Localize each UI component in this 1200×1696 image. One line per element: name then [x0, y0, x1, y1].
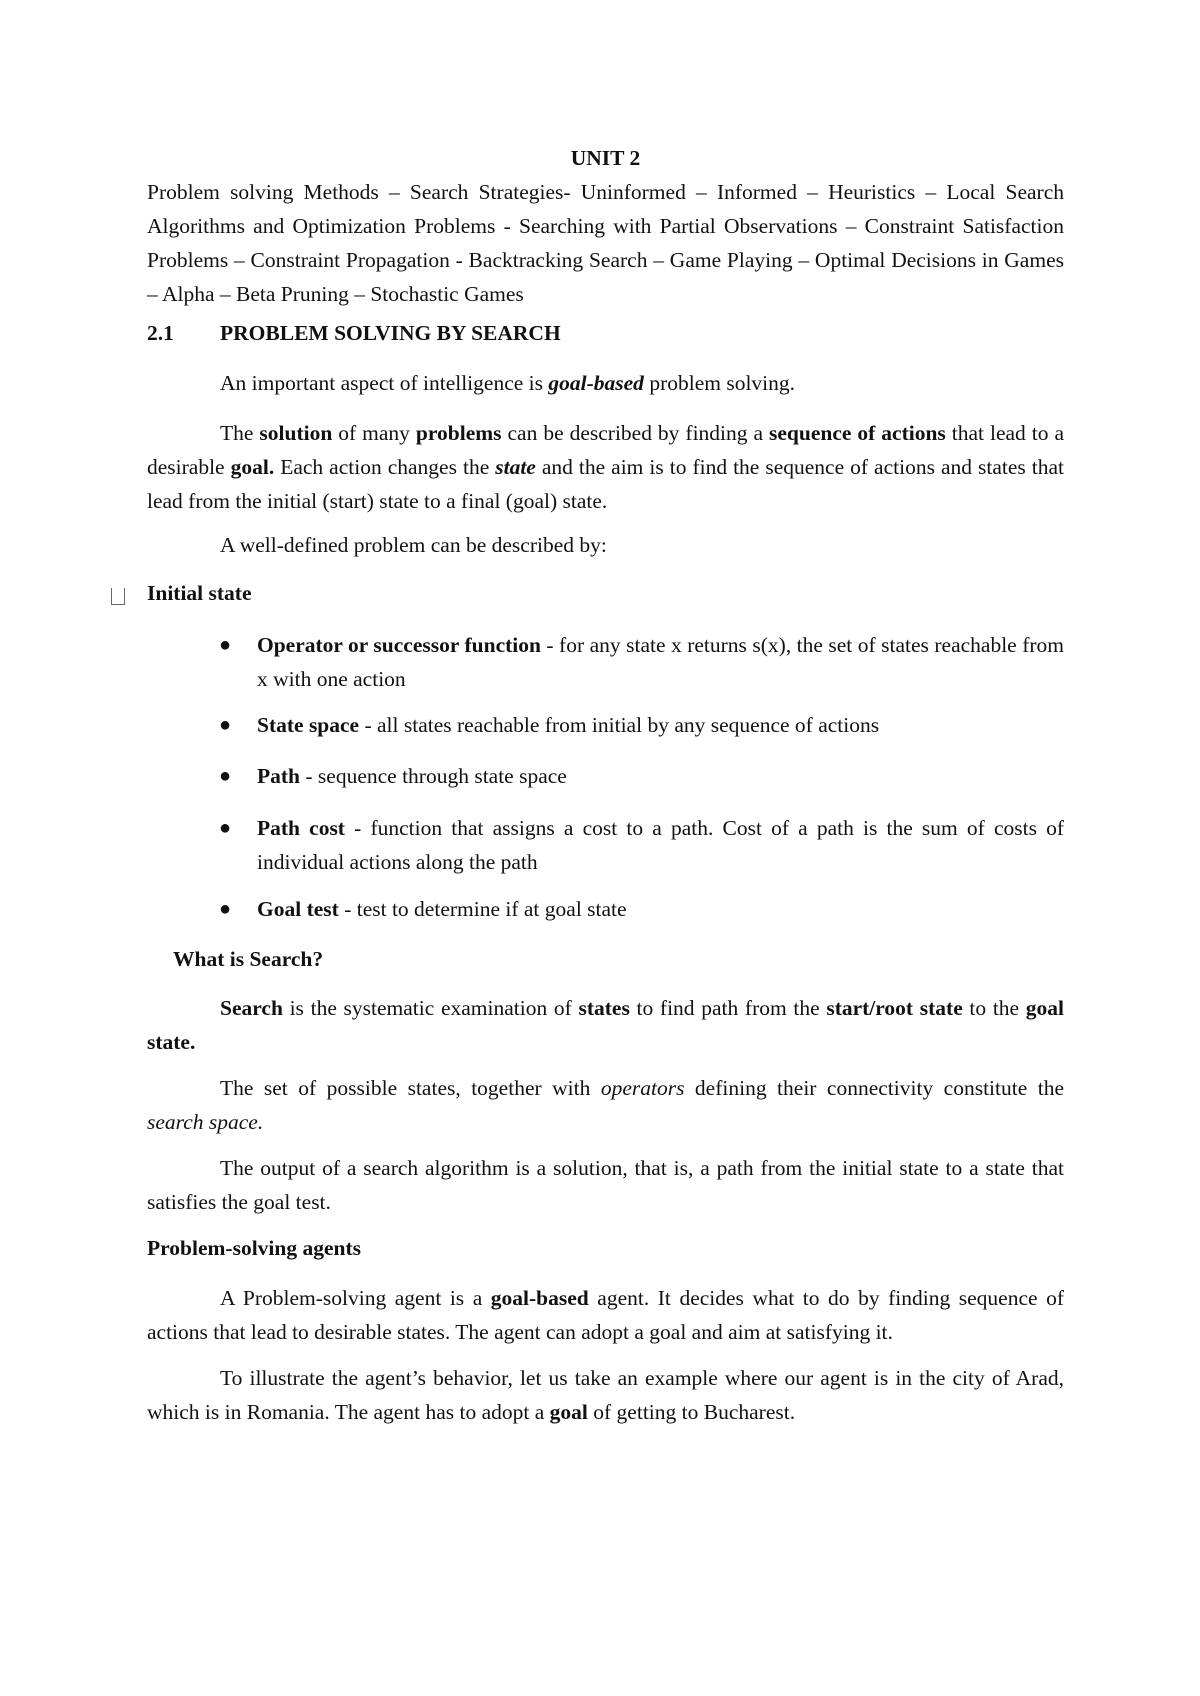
list-text: - all states reachable from initial by any sequence of actions [359, 713, 880, 737]
text-run: of many [332, 421, 416, 445]
list-text: - function that assigns a cost to a path. Cost of a path is the sum of costs of individual actions along the path [257, 816, 1064, 874]
text-run: An important aspect of intelligence is [220, 371, 549, 395]
text-run: and the aim is to find the sequence of actions and states that lead from the initial (start) state to a final (goal) state. [147, 455, 1064, 513]
text-run: The set of possible states, together with [220, 1076, 601, 1100]
list-item [257, 759, 1064, 793]
what-is-search-heading: What is Search? [173, 947, 324, 971]
paragraph-agent [147, 1281, 1064, 1349]
emphasis: start/root state [826, 996, 963, 1020]
emphasis: Search [220, 996, 283, 1020]
emphasis: goal. [230, 455, 275, 479]
paragraph-example [147, 1361, 1064, 1429]
initial-state-heading: Initial state [147, 581, 252, 605]
section-number: 2.1 [147, 321, 174, 345]
paragraph-search [147, 991, 1064, 1059]
paragraph-search-space [147, 1071, 1064, 1139]
syllabus-paragraph: Problem solving Methods – Search Strategies- Uninformed – Informed – Heuristics – Local Search Algorithms and Optimization Problems - Searching with Partial Observations – Constraint Satisfaction Problems – Constraint Propagation - Backtracking Search – Game Playing – Optimal Decisions in Games – Alpha – Beta Pruning – Stochastic Games [147, 180, 1064, 306]
emphasis: search space. [147, 1110, 264, 1134]
bullet-icon: ● [219, 817, 232, 839]
checkbox-glyph-icon [111, 588, 125, 605]
list-term: Path cost [257, 816, 345, 840]
text-run: to find path from the [629, 996, 827, 1020]
emphasis: state [495, 455, 536, 479]
emphasis: sequence of actions [769, 421, 946, 445]
paragraph-solution [147, 416, 1064, 518]
bullet-icon: ● [219, 634, 232, 656]
list-item [257, 892, 1064, 926]
paragraph-output: The output of a search algorithm is a solution, that is, a path from the initial state to a state that satisfies the goal test. [147, 1156, 1064, 1214]
emphasis: goal state. [147, 996, 1064, 1054]
text-run: defining their connectivity constitute the [684, 1076, 1065, 1100]
section-title: PROBLEM SOLVING BY SEARCH [220, 321, 561, 345]
emphasis: goal-based [548, 371, 644, 395]
list-term: Path [257, 764, 300, 788]
list-term: State space [257, 713, 360, 737]
emphasis: solution [259, 421, 333, 445]
emphasis: operators [600, 1076, 685, 1100]
text-run: of getting to Bucharest. [587, 1400, 796, 1424]
list-item [257, 628, 1064, 696]
list-term: Operator or successor function [257, 633, 541, 657]
unit-title: UNIT 2 [570, 146, 641, 170]
bullet-icon: ● [219, 765, 232, 787]
text-run: problem solving. [643, 371, 796, 395]
list-item [257, 811, 1064, 879]
text-run: To illustrate the agent’s behavior, let us take an example where our agent is in the city of Arad, which is in Romania. The agent has to adopt a [147, 1366, 1064, 1424]
text-run: Each action changes the [274, 455, 496, 479]
emphasis: problems [415, 421, 502, 445]
emphasis: goal-based [490, 1286, 589, 1310]
section-heading [147, 316, 1064, 350]
paragraph-well-defined: A well-defined problem can be described by: [220, 533, 607, 557]
text-run: to the [962, 996, 1026, 1020]
bullet-icon: ● [219, 898, 232, 920]
list-item [257, 708, 1064, 742]
emphasis: states [578, 996, 630, 1020]
list-text: - sequence through state space [300, 764, 567, 788]
emphasis: goal [549, 1400, 588, 1424]
problem-solving-agents-heading: Problem-solving agents [147, 1236, 362, 1260]
text-run: agent. It decides what to do by finding sequence of actions that lead to desirable states. The agent can adopt a goal and aim at satisfying it. [147, 1286, 1064, 1344]
list-text: - test to determine if at goal state [338, 897, 627, 921]
text-run: can be described by finding a [501, 421, 770, 445]
paragraph-intelligence [147, 366, 1064, 400]
text-run: is the systematic examination of [282, 996, 579, 1020]
text-run: that lead to a desirable [147, 421, 1065, 479]
list-term: Goal test [257, 897, 339, 921]
text-run: A Problem-solving agent is a [220, 1286, 491, 1310]
text-run: The [220, 421, 260, 445]
list-text: - for any state x returns s(x), the set of states reachable from x with one action [257, 633, 1064, 691]
bullet-icon: ● [219, 714, 232, 736]
